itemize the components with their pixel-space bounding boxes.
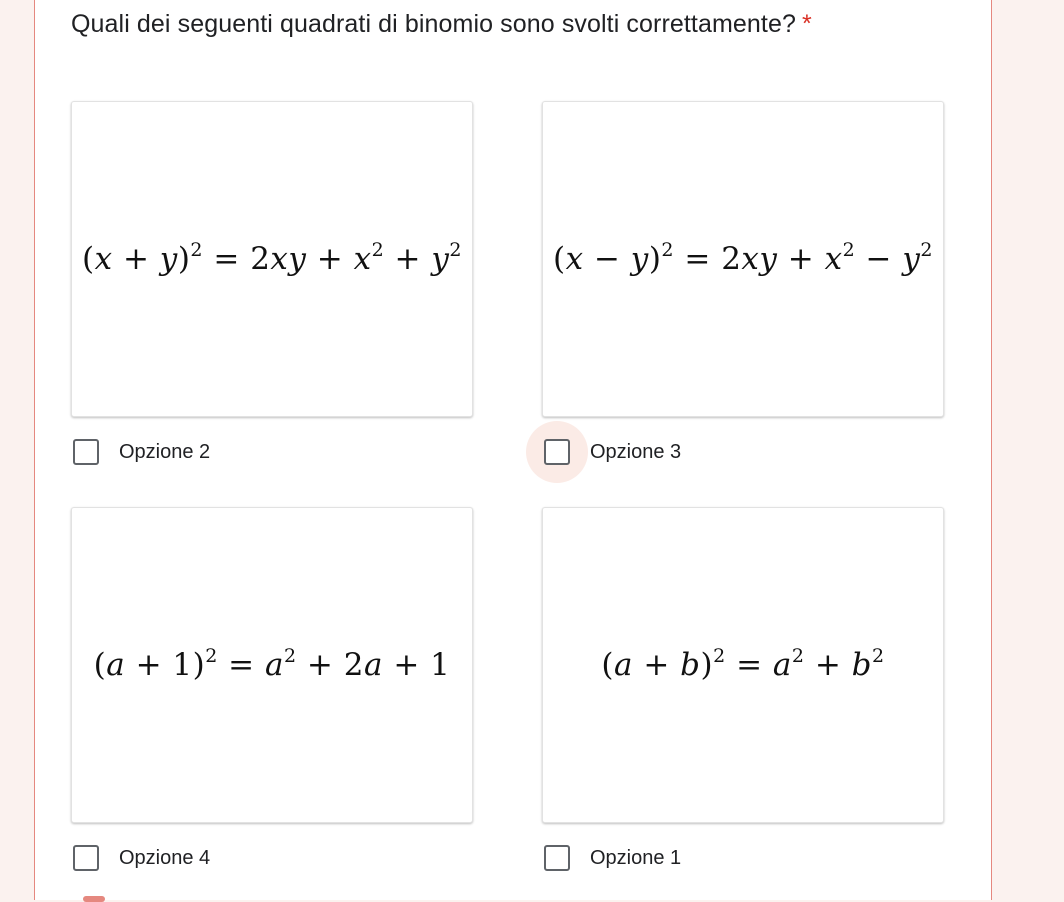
option-label: Opzione 3 bbox=[590, 440, 682, 463]
option-row-3[interactable] bbox=[542, 435, 681, 469]
option-image-1[interactable] bbox=[542, 507, 944, 823]
option-row-1[interactable] bbox=[542, 841, 681, 875]
option-row-4[interactable] bbox=[71, 841, 210, 875]
formula-a-plus-1: $(a + 1)^2 = a^2 + 2a + 1$ bbox=[93, 644, 451, 683]
option-checkbox-wrap[interactable] bbox=[71, 843, 101, 873]
option-checkbox-wrap[interactable] bbox=[542, 437, 572, 467]
option-label: Opzione 1 bbox=[590, 846, 682, 869]
formula-a-plus-b: $(a + b)^2 = a^2 + b^2$ bbox=[601, 644, 885, 683]
checkbox[interactable] bbox=[544, 439, 570, 465]
option-label: Opzione 2 bbox=[119, 440, 211, 463]
bottom-accent-mark bbox=[83, 896, 105, 902]
option-label: Opzione 4 bbox=[119, 846, 211, 869]
formula-x-plus-y: $(x + y)^2 = 2xy + x^2 + y^2$ bbox=[82, 238, 462, 277]
option-checkbox-wrap[interactable] bbox=[71, 437, 101, 467]
formula-x-minus-y: $(x - y)^2 = 2xy + x^2 - y^2$ bbox=[553, 238, 933, 277]
checkbox[interactable] bbox=[73, 439, 99, 465]
option-image-3[interactable] bbox=[542, 101, 944, 417]
checkbox[interactable] bbox=[544, 845, 570, 871]
checkbox[interactable] bbox=[73, 845, 99, 871]
option-row-2[interactable] bbox=[71, 435, 210, 469]
question-card bbox=[34, 0, 992, 900]
option-image-2[interactable] bbox=[71, 101, 473, 417]
required-asterisk: * bbox=[801, 10, 812, 38]
question-title bbox=[71, 10, 812, 39]
option-checkbox-wrap[interactable] bbox=[542, 843, 572, 873]
question-text: Quali dei seguenti quadrati di binomio sono svolti correttamente? bbox=[71, 10, 796, 38]
option-image-4[interactable] bbox=[71, 507, 473, 823]
